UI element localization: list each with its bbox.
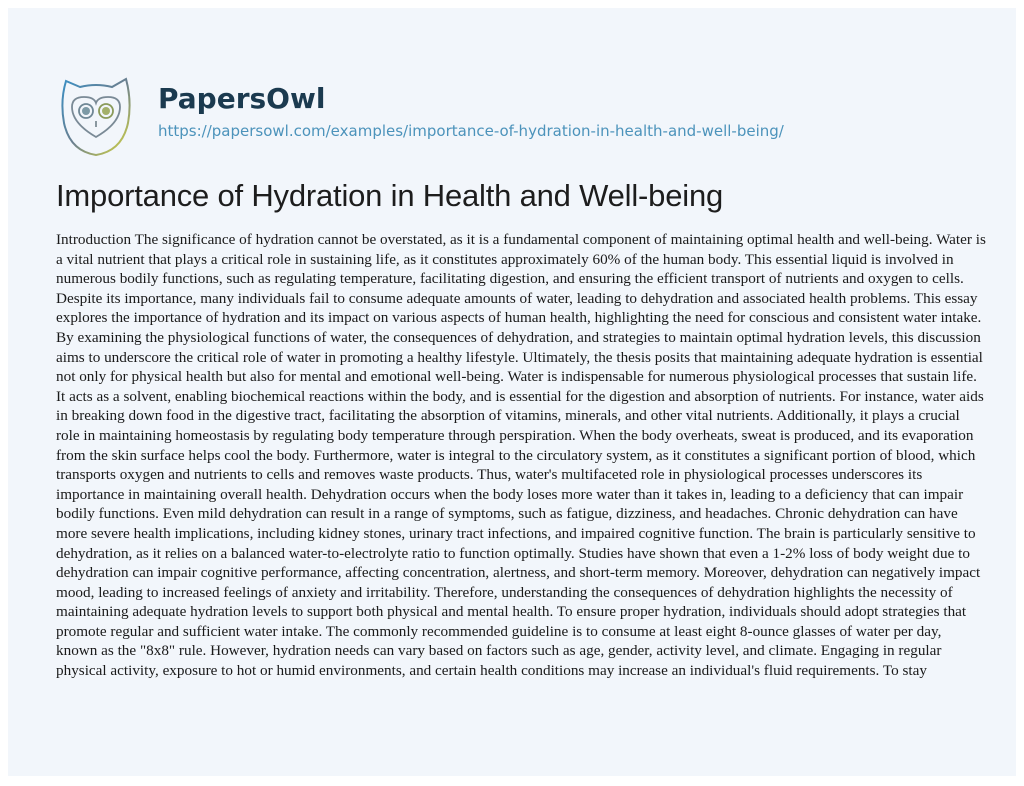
document-card	[8, 8, 1016, 776]
page-title: Importance of Hydration in Health and Well-being	[56, 178, 724, 213]
page-url-link[interactable]: https://papersowl.com/examples/importance-of-hydration-in-health-and-well-being/	[158, 122, 784, 140]
essay-body: Introduction The significance of hydration cannot be overstated, as it is a fundamental component of maintaining optimal health and well-being. Water is a vital nutrient that plays a critical role in sustaining life, as it constitutes approximately 60% of the human body. This essential liquid is involved in numerous bodily functions, such as regulating temperature, facilitating digestion, and ensuring the efficient transport of nutrients and oxygen to cells. Despite its importance, many individuals fail to consume adequate amounts of water, leading to dehydration and associated health problems. This essay explores the importance of hydration and its impact on various aspects of human health, highlighting the need for conscious and consistent water intake. By examining the physiological functions of water, the consequences of dehydration, and strategies to maintain optimal hydration levels, this discussion aims to underscore the critical role of water in promoting a healthy lifestyle. Ultimately, the thesis posits that maintaining adequate hydration is essential not only for physical health but also for mental and emotional well-being. Water is indispensable for numerous physiological processes that sustain life. It acts as a solvent, enabling biochemical reactions within the body, and is essential for the digestion and absorption of nutrients. For instance, water aids in breaking down food in the digestive tract, facilitating the absorption of vitamins, minerals, and other vital nutrients. Additionally, it plays a crucial role in maintaining homeostasis by regulating body temperature through perspiration. When the body overheats, sweat is produced, and its evaporation from the skin surface helps cool the body. Furthermore, water is integral to the circulatory system, as it constitutes a significant portion of blood, which transports oxygen and nutrients to cells and removes waste products. Thus, water's multifaceted role in physiological processes underscores its importance in maintaining overall health. Dehydration occurs when the body loses more water than it takes in, leading to a deficiency that can impair bodily functions. Even mild dehydration can result in a range of symptoms, such as fatigue, dizziness, and headaches. Chronic dehydration can have more severe health implications, including kidney stones, urinary tract infections, and impaired cognitive function. The brain is particularly sensitive to dehydration, as it relies on a balanced water-to-electrolyte ratio to function optimally. Studies have shown that even a 1-2% loss of body weight due to dehydration can impair cognitive performance, affecting concentration, alertness, and short-term memory. Moreover, dehydration can negatively impact mood, leading to increased feelings of anxiety and irritability. Therefore, understanding the consequences of dehydration highlights the necessity of maintaining adequate hydration levels to support both physical and mental health. To ensure proper hydration, individuals should adopt strategies that promote regular and sufficient water intake. The commonly recommended guideline is to consume at least eight 8-ounce glasses of water per day, known as the "8x8" rule. However, hydration needs can vary based on factors such as age, gender, activity level, and climate. Engaging in regular physical activity, exposure to hot or humid environments, and certain health conditions may increase an individual's fluid requirements. To stay	[56, 231, 986, 680]
site-header	[58, 70, 784, 160]
owl-logo-icon	[58, 71, 134, 159]
brand-name[interactable]: PapersOwl	[158, 82, 326, 115]
